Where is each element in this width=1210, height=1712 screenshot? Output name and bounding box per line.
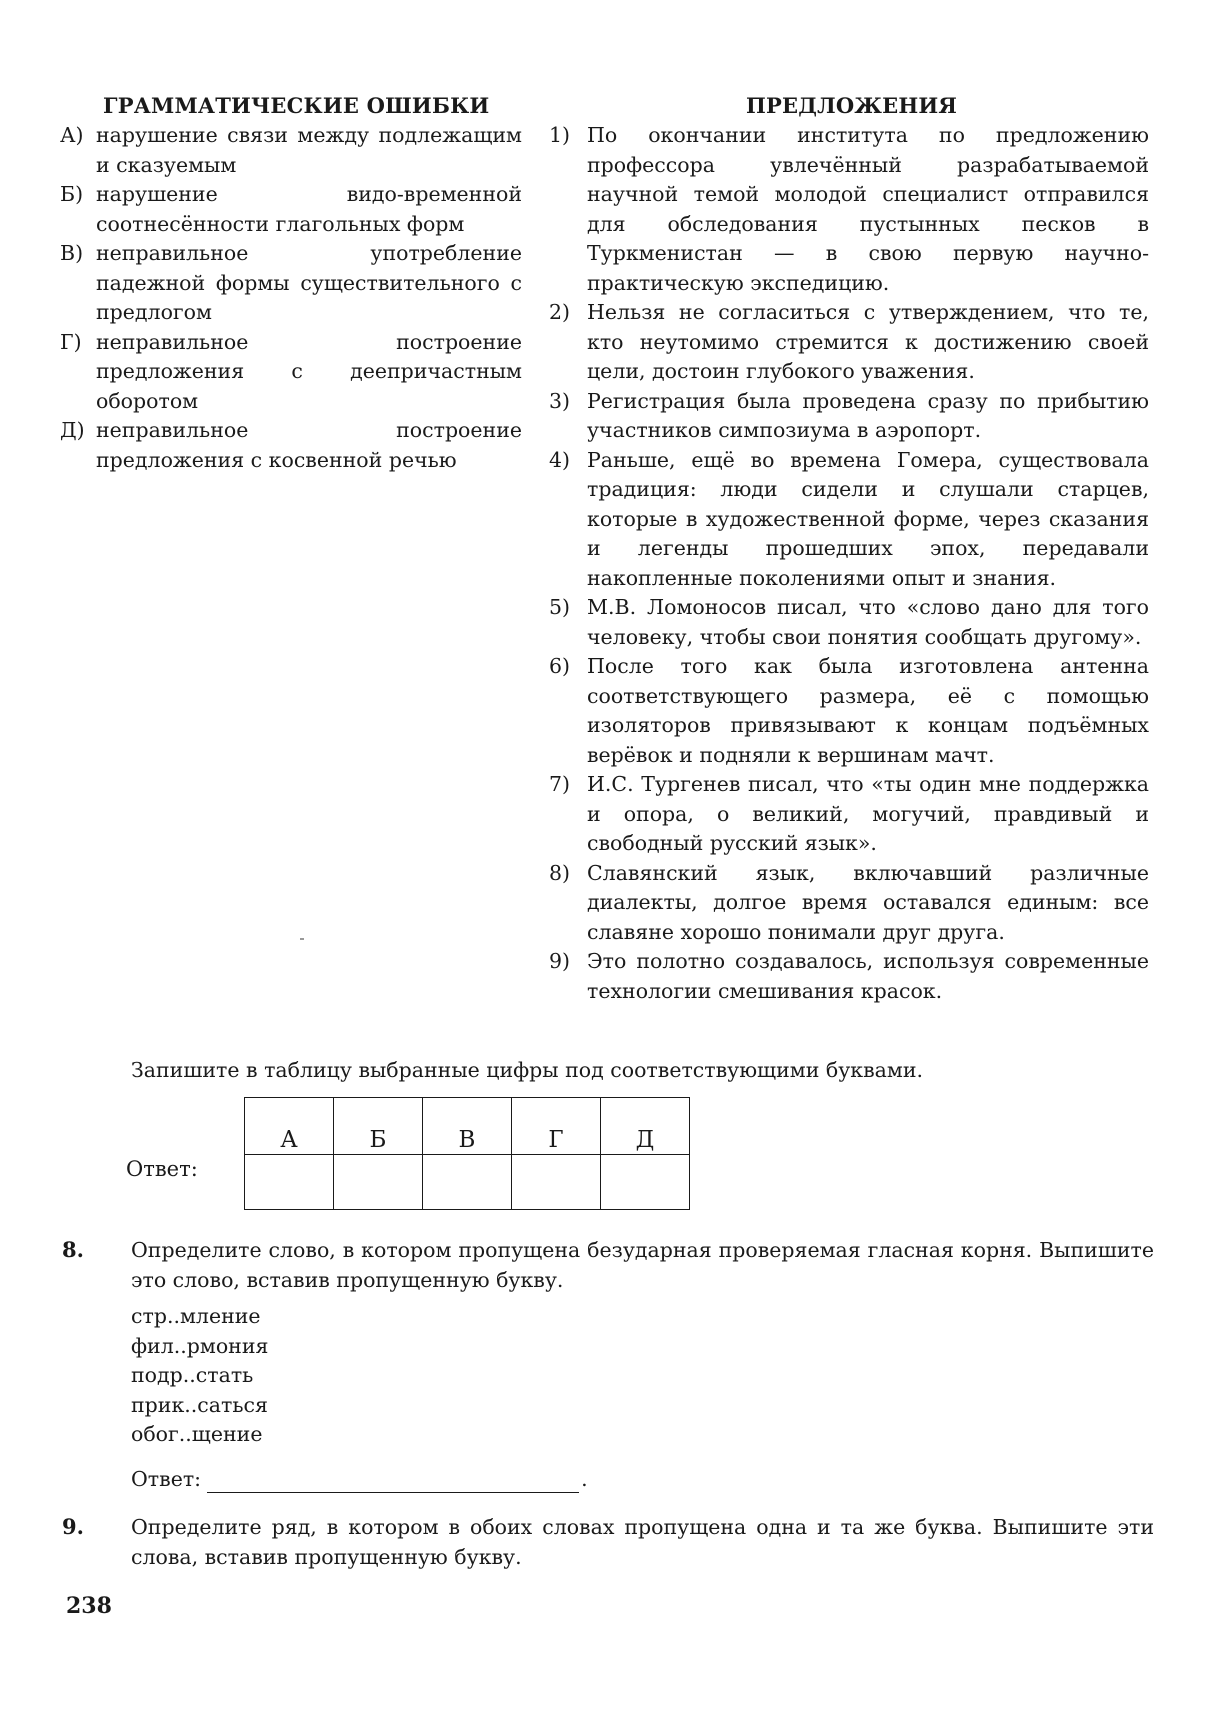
sentence-marker: 2) [549, 300, 571, 324]
table-instruction: Запишите в таблицу выбранные цифры под соответствующими буквами. [131, 1058, 924, 1082]
task-8-answer [131, 1465, 588, 1493]
error-marker: В) [60, 241, 84, 265]
task-number: 8. [62, 1237, 84, 1262]
answer-cell-v[interactable] [423, 1155, 512, 1210]
sentence-marker: 8) [549, 860, 571, 885]
word-option: прик..саться [131, 1392, 268, 1417]
sentence-item-1 [549, 121, 1149, 298]
error-text: неправильное построение предложения с деепричастным оборотом [96, 329, 522, 413]
sentence-text: Раньше, ещё во времена Гомера, существовала традиция: люди сидели и слушали старцев, которые в художественной форме, через сказания и легенды прошедших эпох, передавали накопленные поколениями опыт и знания. [587, 447, 1149, 590]
sentence-text: Это полотно создавалось, используя современные технологии смешивания красок. [587, 949, 1149, 1003]
task-8-word-list [131, 1302, 268, 1450]
sentence-marker: 4) [549, 447, 571, 472]
answer-header-cell: Г [512, 1098, 601, 1155]
sentence-item-3 [549, 387, 1149, 446]
sentence-item-2 [549, 298, 1149, 387]
sentence-item-7 [549, 770, 1149, 859]
error-item-g [60, 328, 522, 417]
answer-table [244, 1097, 690, 1210]
answer-period: . [581, 1467, 588, 1491]
error-item-d [60, 416, 522, 475]
answer-header-cell: Б [334, 1098, 423, 1155]
error-marker: Д) [60, 418, 85, 442]
sentence-text: М.В. Ломоносов писал, что «слово дано для того человеку, чтобы свои понятия сообщать другому». [587, 595, 1149, 649]
answer-header-cell: Д [601, 1098, 690, 1155]
sentence-item-4 [549, 446, 1149, 594]
error-text: неправильное построение предложения с косвенной речью [96, 418, 522, 472]
sentence-text: После того как была изготовлена антенна соответствующего размера, её с помощью изоляторов привязывают к концам подъёмных верёвок и подняли к вершинам мачт. [587, 654, 1149, 767]
error-item-a [60, 121, 522, 180]
grammar-errors-column [60, 92, 522, 475]
sentence-item-5 [549, 593, 1149, 652]
answer-cell-b[interactable] [334, 1155, 423, 1210]
error-item-v [60, 239, 522, 328]
word-option: обог..щение [131, 1422, 263, 1446]
answer-table-header-row [245, 1098, 690, 1155]
sentence-item-9 [549, 947, 1149, 1006]
grammar-errors-heading: ГРАММАТИЧЕСКИЕ ОШИБКИ [103, 93, 490, 118]
task-number: 9. [62, 1514, 84, 1539]
answer-table-label: Ответ: [126, 1157, 198, 1181]
sentence-marker: 9) [549, 949, 571, 973]
word-option: стр..мление [131, 1304, 261, 1328]
sentence-marker: 6) [549, 654, 571, 678]
answer-cell-g[interactable] [512, 1155, 601, 1210]
answer-cell-a[interactable] [245, 1155, 334, 1210]
sentence-marker: 3) [549, 388, 571, 413]
sentence-text: Нельзя не согласиться с утверждением, что те, кто неутомимо стремится к достижению своей цели, достоин глубокого уважения. [587, 300, 1149, 383]
sentence-text: Регистрация была проведена сразу по прибытию участников симпозиума в аэропорт. [587, 388, 1149, 442]
sentence-text: И.С. Тургенев писал, что «ты один мне поддержка и опора, о великий, могучий, правдивый и свободный русский язык». [587, 772, 1149, 855]
answer-label: Ответ: [131, 1467, 202, 1491]
sentence-item-8 [549, 859, 1149, 948]
sentence-marker: 7) [549, 772, 571, 796]
answer-blank-line[interactable] [207, 1470, 579, 1493]
error-item-b [60, 180, 522, 239]
error-text: нарушение связи между подлежащим и сказуемым [96, 123, 522, 177]
sentence-text: По окончании института по предложению профессора увлечённый разрабатываемой научной темой молодой специалист отправился для обследования пустынных песков в Туркменистан — в свою первую научно-практическую экспедицию. [587, 123, 1149, 295]
sentence-marker: 1) [549, 123, 571, 147]
sentences-column [549, 92, 1149, 1006]
task-text: Определите ряд, в котором в обоих словах пропущена одна и та же буква. Выпишите эти слова, вставив пропущенную букву. [131, 1515, 1154, 1569]
answer-header-cell: В [423, 1098, 512, 1155]
sentence-text: Славянский язык, включавший различные диалекты, долгое время оставался единым: все славяне хорошо понимали друг друга. [587, 860, 1149, 944]
print-speck [300, 938, 304, 940]
answer-header-cell: А [245, 1098, 334, 1155]
sentence-item-6 [549, 652, 1149, 770]
word-option: подр..стать [131, 1363, 254, 1387]
sentence-marker: 5) [549, 595, 571, 619]
answer-table-input-row [245, 1155, 690, 1210]
task-text: Определите слово, в котором пропущена безударная проверяемая гласная корня. Выпишите это слово, вставив пропущенную букву. [131, 1238, 1154, 1292]
error-marker: Г) [60, 329, 82, 354]
error-marker: Б) [60, 182, 84, 206]
word-option: фил..рмония [131, 1333, 269, 1358]
error-text: нарушение видо-временной соотнесённости глагольных форм [96, 182, 522, 236]
error-marker: А) [60, 123, 84, 147]
page-number: 238 [66, 1593, 112, 1619]
sentences-heading: ПРЕДЛОЖЕНИЯ [746, 93, 958, 118]
answer-cell-d[interactable] [601, 1155, 690, 1210]
error-text: неправильное употребление падежной формы существительного с предлогом [96, 241, 522, 324]
